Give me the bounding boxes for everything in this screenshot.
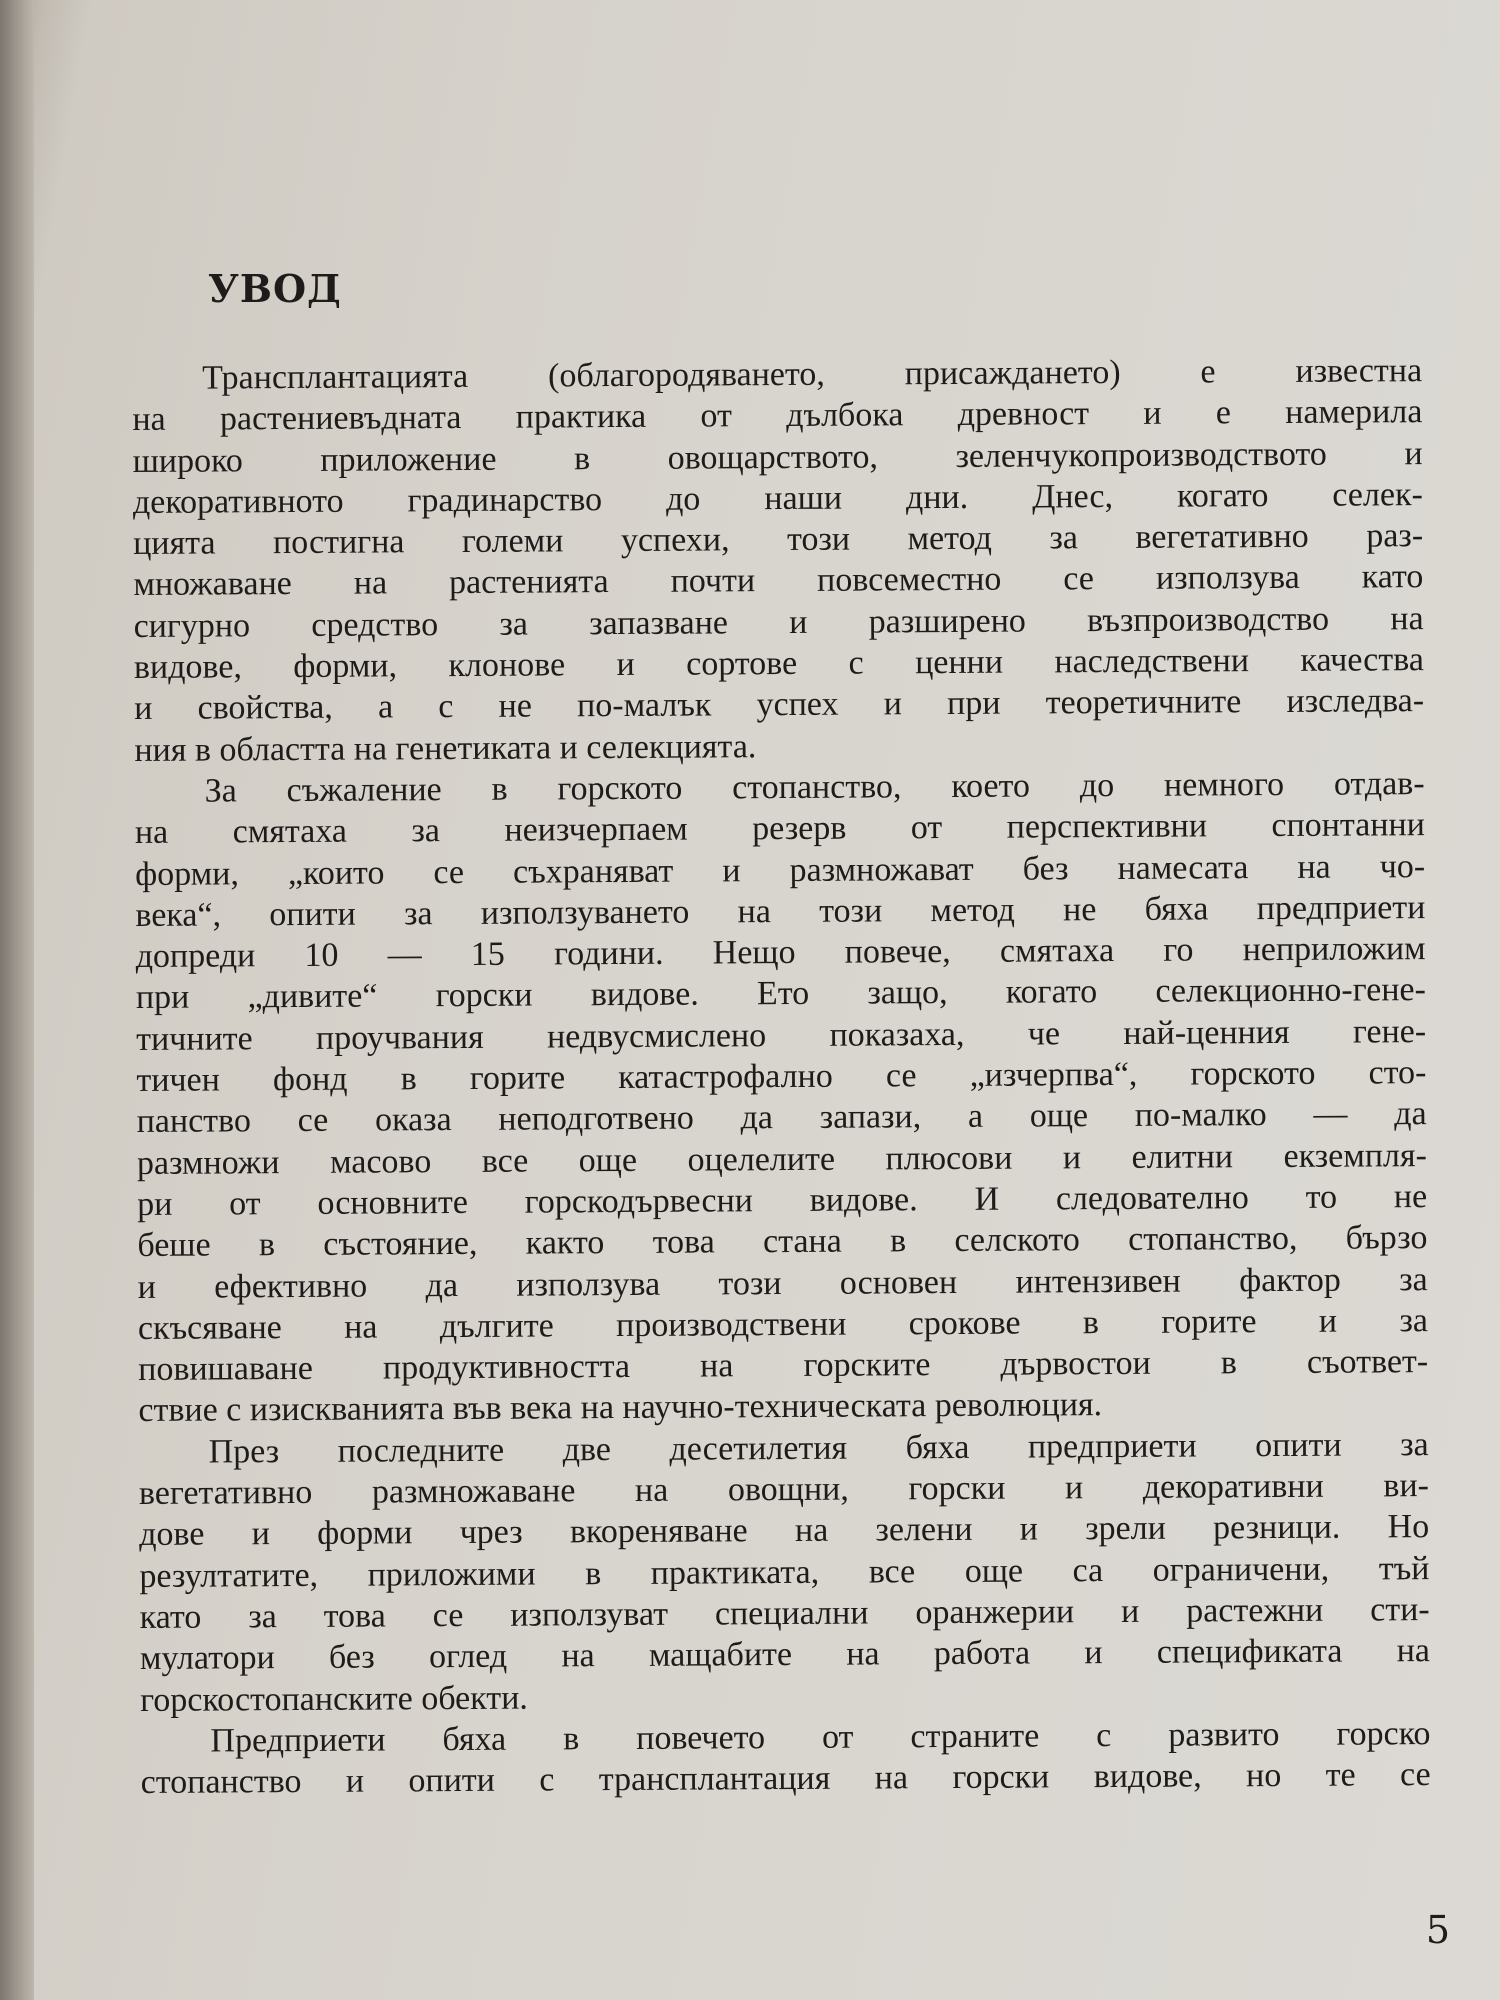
text-line: горскостопанските обекти. bbox=[140, 1679, 528, 1719]
text-line: скъсяване на дългите производствени срокове в горите и за bbox=[137, 1301, 1429, 1347]
text-line: ствие с изискванията във века на научно-техническата революция. bbox=[138, 1386, 1103, 1430]
text-line: ния в областта на генетиката и селекцията. bbox=[134, 727, 757, 769]
text-line: цията постигна големи успехи, този метод за вегетативно раз- bbox=[133, 517, 1424, 563]
text-line: панство се оказа неподготвено да запази, а още по-малко — да bbox=[136, 1095, 1427, 1141]
text-line: и ефективно да използува този основен интензивен фактор за bbox=[137, 1260, 1428, 1306]
text-line: на растениевъдната практика от дълбока древност и е намерила bbox=[132, 393, 1423, 439]
text-line: повишаване продуктивността на горските дървостои в съответ- bbox=[138, 1343, 1429, 1389]
text-line: беше в състояние, както това стана в селското стопанство, бързо bbox=[137, 1219, 1428, 1265]
text-line: и свойства, а с не по-малък успех и при теоретичните изследва- bbox=[134, 682, 1425, 728]
text-line: резултатите, приложими в практиката, все още са ограничени, тъй bbox=[139, 1549, 1430, 1595]
chapter-heading: УВОД bbox=[208, 266, 342, 311]
text-line: широко приложение в овощарството, зеленчукопроизводството и bbox=[132, 434, 1423, 480]
text-line: дове и форми чрез вкореняване на зелени и зрели резници. Но bbox=[139, 1508, 1430, 1554]
text-line: През последните две десетилетия бяха предприети опити за bbox=[208, 1425, 1429, 1471]
text-line: декоративното градинарство до наши дни. Днес, когато селек- bbox=[132, 476, 1423, 521]
text-line: като за това се използуват специални оранжерии и растежни сти- bbox=[139, 1591, 1430, 1636]
text-line: тичен фонд в горите катастрофално се „изчерпва“, горското сто- bbox=[136, 1054, 1427, 1100]
text-line: форми, „които се съхраняват и размножават без намесата на чо- bbox=[135, 847, 1426, 893]
text-line: множаване на растенията почти повсеместно се използува като bbox=[133, 558, 1424, 604]
text-line: видове, форми, клонове и сортове с ценни наследствени качества bbox=[133, 641, 1424, 687]
text-line: на смятаха за неизчерпаем резерв от перспективни спонтанни bbox=[134, 806, 1425, 852]
text-line: Предприети бяха в повечето от страните с развито горско bbox=[210, 1714, 1431, 1760]
body-text bbox=[132, 350, 1431, 1803]
text-line: допреди 10 — 15 години. Нещо повече, смятаха го неприложим bbox=[135, 930, 1426, 976]
text-line: века“, опити за използуването на този метод не бяха предприети bbox=[135, 888, 1426, 934]
text-line: мулатори без оглед на мащабите на работа и спецификата на bbox=[139, 1632, 1431, 1678]
text-line: ри от основните горскодървесни видове. И следователно то не bbox=[137, 1178, 1428, 1223]
text-line: вегетативно размножаване на овощни, горски и декоративни ви- bbox=[138, 1467, 1430, 1512]
text-line: при „дивите“ горски видове. Ето защо, когато селекционно-гене- bbox=[135, 971, 1426, 1017]
text-line: За съжаление в горското стопанство, което до немного отдав- bbox=[204, 765, 1425, 810]
text-line: тичните проучвания недвусмислено показаха, че най-ценния гене- bbox=[136, 1012, 1427, 1058]
text-line: сигурно средство за запазване и разширено възпроизводство на bbox=[133, 599, 1424, 645]
text-line: Трансплантацията (облагородяването, присаждането) е известна bbox=[202, 352, 1423, 397]
page-number: 5 bbox=[1425, 1908, 1450, 1952]
text-line: стопанство и опити с трансплантация на горски видове, но те се bbox=[140, 1756, 1431, 1802]
text-line: размножи масово все още оцелелите плюсови и елитни екземпля- bbox=[136, 1136, 1428, 1182]
